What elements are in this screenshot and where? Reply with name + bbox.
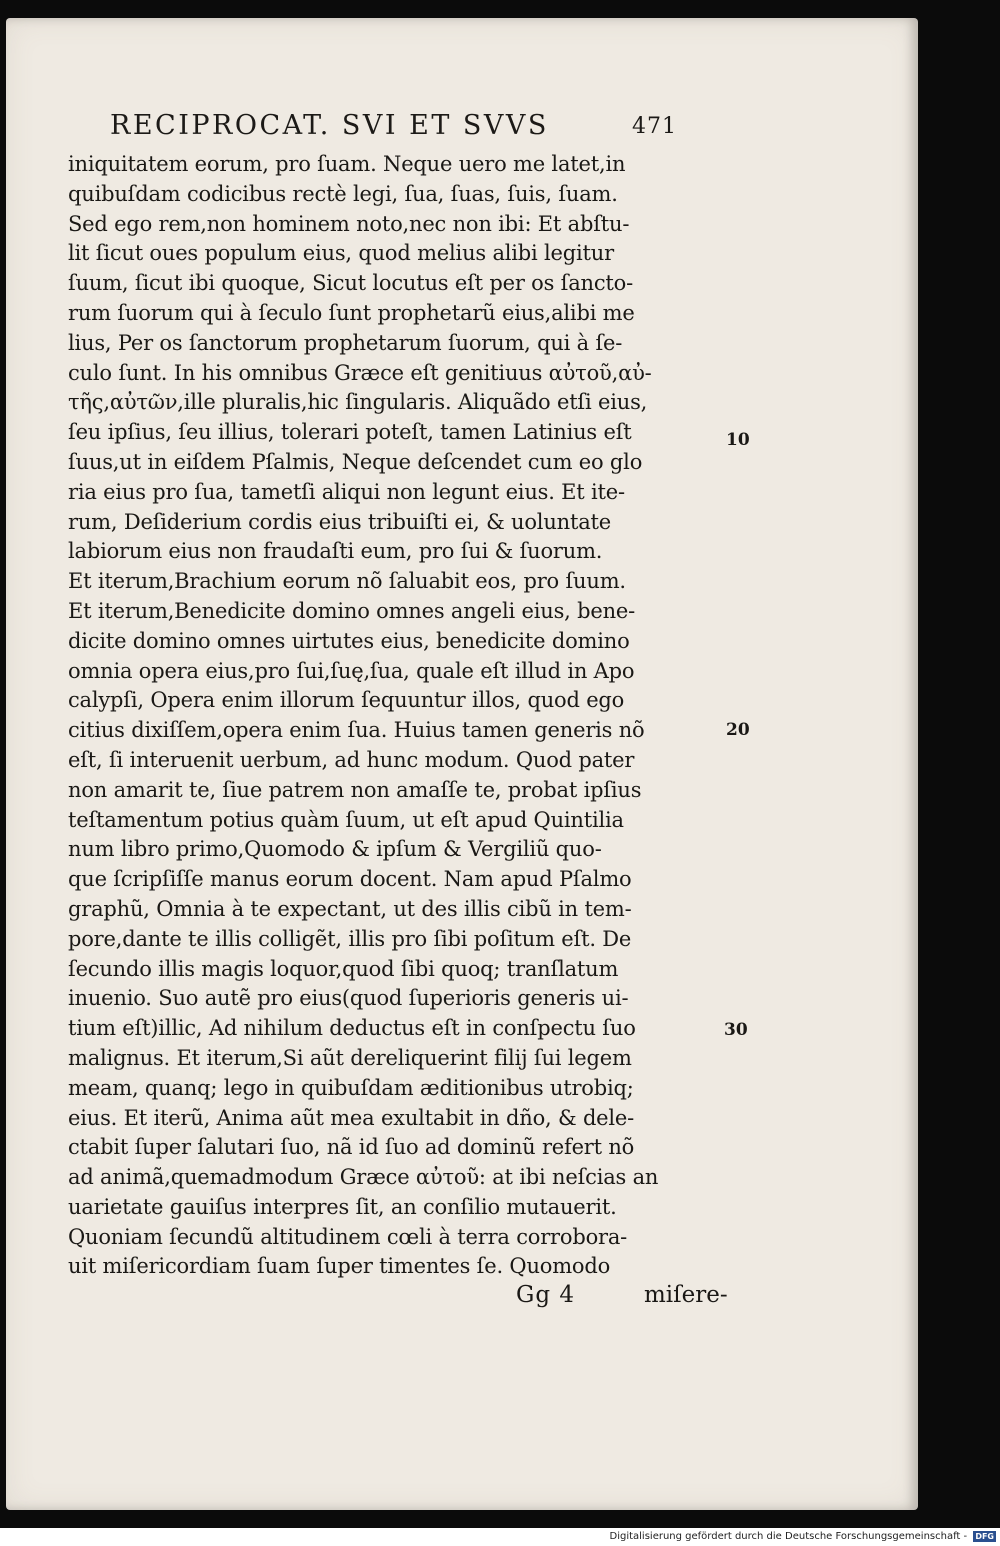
text-line: uarietate gauiſus interpres ſit, an conſilio mutauerit.: [68, 1194, 617, 1219]
dfg-logo: DFG: [975, 1531, 994, 1541]
text-line: meam, quanq; lego in quibuſdam æditionibus utrobiq;: [68, 1075, 634, 1100]
text-line: que ſcripſiſſe manus eorum docent. Nam apud Pſalmo: [68, 867, 632, 892]
text-line: tium eſt)illic, Ad nihilum deductus eſt in conſpectu ſuo: [68, 1016, 636, 1041]
text-line: labiorum eius non fraudaſti eum, pro ſui & ſuorum.: [68, 539, 603, 564]
margin-line-number: 20: [726, 720, 750, 740]
text-line: quibuſdam codicibus rectè legi, ſua, ſuas, ſuis, ſuam.: [68, 181, 618, 206]
attribution-text: Digitalisierung gefördert durch die Deutsche Forschungsgemeinschaft -: [609, 1531, 968, 1542]
text-line: Et iterum,Brachium eorum nõ ſaluabit eos, pro ſuum.: [68, 569, 626, 594]
text-line: rum ſuorum qui à ſeculo ſunt prophetarũ eius,alibi me: [68, 300, 635, 325]
text-line: malignus. Et iterum,Si aũt dereliquerint filij ſui legem: [68, 1045, 632, 1070]
text-line: citius dixiſſem,opera enim ſua. Huius tamen generis nõ: [68, 718, 645, 743]
text-line: culo ſunt. In his omnibus Græce eſt genitiuus αὐτοῦ,αὐ-: [68, 360, 652, 385]
text-line: iniquitatem eorum, pro ſuam. Neque uero me latet,in: [68, 152, 626, 176]
text-line: eius. Et iterũ, Anima aũt mea exultabit in dño, & dele-: [68, 1105, 635, 1130]
text-line: τῆς,αὐτῶν,ille pluralis,hic ſingularis. Aliquãdo etſi eius,: [68, 390, 648, 415]
text-line: rum, Deſiderium cordis eius tribuiſti ei, & uoluntate: [68, 509, 611, 534]
page-number: 471: [632, 114, 677, 139]
text-line: ſuus,ut in eiſdem Pſalmis, Neque deſcendet cum eo glo: [68, 449, 643, 474]
text-line: ria eius pro ſua, tametſi aliqui non legunt eius. Et ite-: [68, 479, 625, 504]
text-line: ſuum, ſicut ibi quoque, Sicut locutus eſt per os ſancto-: [68, 271, 633, 296]
text-line: omnia opera eius,pro ſui,ſuę,ſua, quale eſt illud in Apo: [68, 658, 635, 683]
text-line: lius, Per os ſanctorum prophetarum ſuorum, qui à ſe-: [68, 330, 623, 355]
text-line: Et iterum,Benedicite domino omnes angeli eius, bene-: [68, 598, 636, 623]
text-line: ſecundo illis magis loquor,quod ſibi quoq; tranſlatum: [68, 956, 619, 981]
text-line: num libro primo,Quomodo & ipſum & Vergiliũ quo-: [68, 837, 602, 862]
page-header: [110, 110, 730, 150]
text-line: teſtamentum potius quàm ſuum, ut eſt apud Quintilia: [68, 807, 624, 832]
text-line: inuenio. Suo autẽ pro eius(quod ſuperioris generis ui-: [68, 986, 629, 1011]
margin-line-number: 30: [724, 1020, 748, 1040]
text-line: dicite domino omnes uirtutes eius, benedicite domino: [68, 628, 630, 653]
text-line: graphũ, Omnia à te expectant, ut des illis cibũ in tem-: [68, 896, 632, 921]
catchword: miſere-: [644, 1282, 728, 1308]
page-footer: [68, 1282, 738, 1316]
text-line: Quoniam ſecundũ altitudinem cœli à terra corrobora-: [68, 1224, 628, 1249]
book-page: [6, 18, 918, 1510]
text-line: ſeu ipſius, ſeu illius, tolerari poteſt, tamen Latinius eſt: [68, 420, 632, 445]
funding-attribution: [560, 1530, 996, 1544]
text-line: ctabit ſuper ſalutari ſuo, nã id ſuo ad dominũ refert nõ: [68, 1135, 635, 1160]
text-line: pore,dante te illis colligẽt, illis pro ſibi poſitum eſt. De: [68, 926, 632, 951]
text-line: ad animã,quemadmodum Græce αὐτοῦ: at ibi neſcias an: [68, 1165, 659, 1190]
running-head: RECIPROCAT. SVI ET SVVS: [110, 110, 549, 141]
text-line: calypſi, Opera enim illorum ſequuntur illos, quod ego: [68, 688, 625, 713]
body-text: [68, 150, 738, 1282]
text-line: non amarit te, ſiue patrem non amaſſe te, probat ipſius: [68, 777, 642, 802]
margin-line-number: 10: [726, 430, 750, 450]
text-line: uit miſericordiam ſuam ſuper timentes ſe. Quomodo: [68, 1254, 611, 1279]
text-line: Sed ego rem,non hominem noto,nec non ibi: Et abſtu-: [68, 211, 630, 236]
text-line: eſt, ſi interuenit uerbum, ad hunc modum. Quod pater: [68, 747, 635, 772]
signature-mark: Gg 4: [516, 1282, 576, 1308]
text-line: lit ſicut oues populum eius, quod melius alibi legitur: [68, 241, 614, 266]
